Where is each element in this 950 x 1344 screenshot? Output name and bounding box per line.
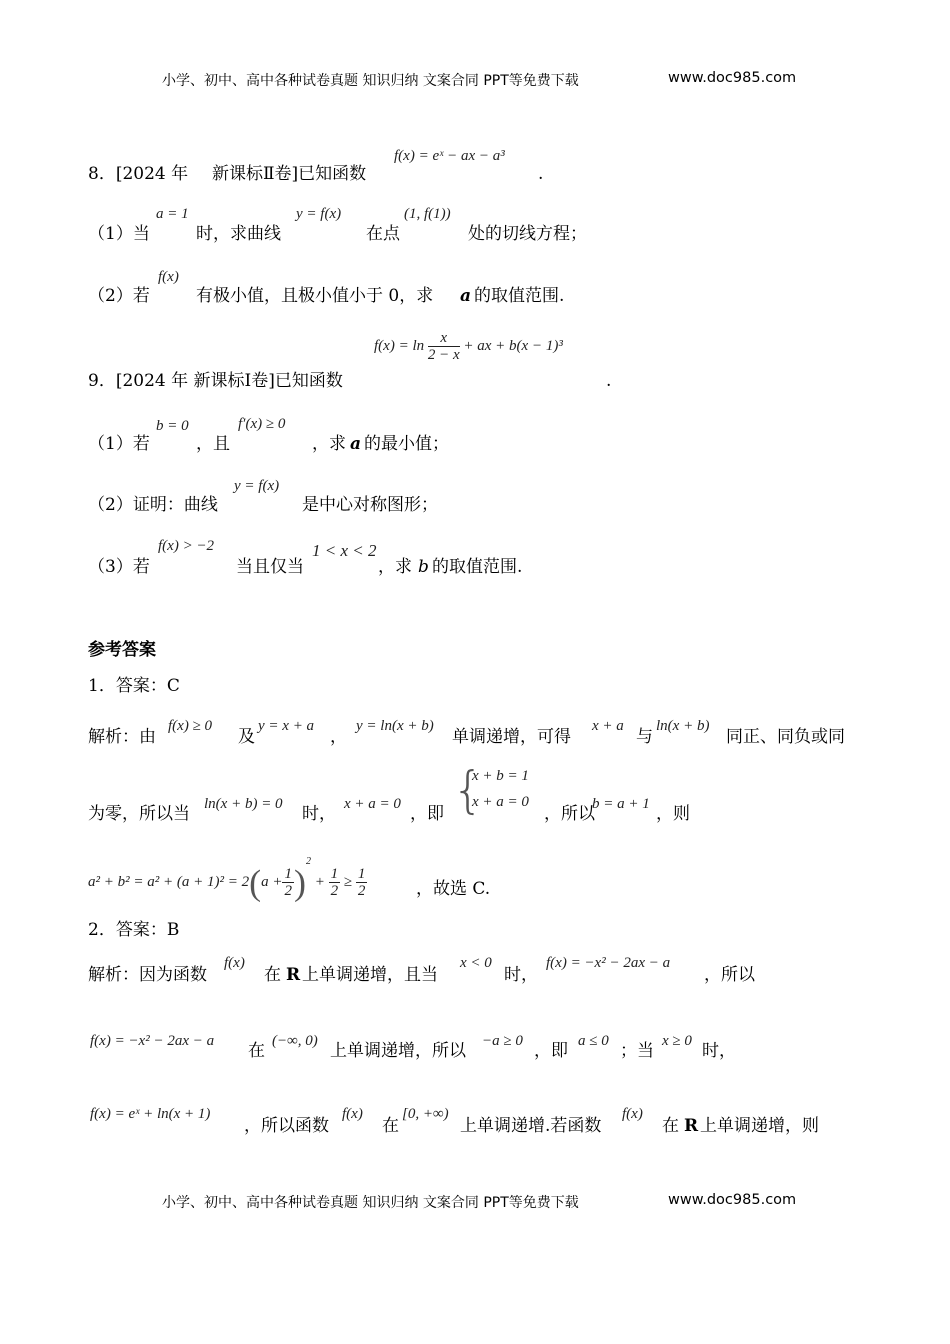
q9-p2-label: （2）证明：曲线 [88,495,218,515]
a2-l3-R: R [684,1116,699,1136]
a2-l3-m2: f(x) [342,1106,363,1122]
a2-l3-c: 上单调递增.若函数 [460,1116,602,1136]
a1-l1-m3: y = ln(x + b) [356,718,434,734]
a1-l3-lhs: a² + b² = a² + (a + 1)² = 2 [88,874,250,890]
q9-p1-math-b: b = 0 [156,418,189,434]
a2-l2-e: 时， [702,1041,736,1061]
a1-l3-end: ，故选 C. [416,879,491,899]
a2-l1-a: 解析：因为函数 [88,965,207,985]
a1-l1-e: 与 [636,727,653,747]
q9-p1-text-c: ，求 [312,434,346,454]
q9-p2-text: 是中心对称图形； [302,495,438,515]
a2-l3-a: ，所以函数 [244,1116,329,1136]
a1-l2-a: 为零，所以当 [88,804,190,824]
a1-l1-m5: ln(x + b) [656,718,710,734]
q8-p1-text-d: 处的切线方程； [468,224,587,244]
a2-l3-m1: f(x) = eˣ + ln(x + 1) [90,1106,211,1122]
q8-p2-label: （2）若 [88,286,150,306]
q9-func-num: x [428,330,460,347]
header-text: 小学、初中、高中各种试卷真题 知识归纳 文案合同 PPT等免费下载 [162,73,579,89]
q9-p3-text-b: 当且仅当 [236,557,304,577]
a1-l2-m1: ln(x + b) = 0 [204,796,283,812]
footer-text: 小学、初中、高中各种试卷真题 知识归纳 文案合同 PPT等免费下载 [162,1195,579,1211]
a2-l1-e: ，所以 [704,965,755,985]
a2-l1-c: 上单调递增，且当 [302,965,438,985]
q9-func-a: f(x) = ln [374,337,425,354]
q9-stem-end: . [606,371,612,391]
q9-stem: 9．[2024 年 新课标Ⅰ卷]已知函数 [88,371,343,391]
q9-p1-text-d: 的最小值； [364,434,449,454]
q8-p2-text-c: 的取值范围. [474,286,565,306]
a2-l3-d: 在 [662,1116,679,1136]
a1-l3-f1-num: 1 [284,866,292,883]
a2-l3-m3: [0, +∞) [402,1106,449,1122]
a2-l1-d: 时， [504,965,538,985]
a1-l3-ge: ≥ [343,874,353,890]
a1-system [452,761,542,820]
a1-l3-frac3 [356,866,368,899]
a2-l1-m1: f(x) [224,955,245,971]
answer-2-head: 2．答案：B [88,920,180,940]
a1-l1-m1: f(x) ≥ 0 [168,718,213,734]
a2-l1-m2: x < 0 [460,955,492,971]
q9-p1-var: a [350,434,362,454]
a2-l2-m3: −a ≥ 0 [482,1033,523,1049]
q8-p2-math: f(x) [158,269,179,285]
q8-p1-math-curve: y = f(x) [296,206,342,222]
a1-l3-square: 2 [305,856,311,867]
q9-p3-math-range: 1 < x < 2 [312,541,377,560]
a1-l3-rparen: ) [293,862,306,903]
a2-l3-e: 上单调递增，则 [700,1116,819,1136]
a1-l3-f2-den: 2 [330,883,339,900]
a1-l2-d: ，所以 [544,804,595,824]
q9-p3-math-ineq: f(x) > −2 [158,538,215,554]
a2-l2-c: ，即 [534,1041,568,1061]
a1-l3-f1-den: 2 [284,883,292,900]
a1-l2-m3: b = a + 1 [592,796,650,812]
a1-l2-b: 时， [302,804,336,824]
a2-l2-b: 上单调递增，所以 [330,1041,466,1061]
a2-l2-m5: x ≥ 0 [662,1033,692,1049]
q8-p1-label: （1）当 [88,224,150,244]
q9-p3-text-c: ，求 [378,557,412,577]
a1-l3-f2-num: 1 [330,866,339,883]
a2-l2-m2: (−∞, 0) [272,1033,318,1049]
q9-func-b: + ax + b(x − 1)³ [463,337,563,354]
q9-func-frac [428,330,460,363]
q9-p3-text-d: 的取值范围. [432,557,523,577]
q9-p1-label: （1）若 [88,434,150,454]
q8-p2-var: a [460,286,472,306]
a1-l3-f3-den: 2 [357,883,366,900]
a2-l1-R: R [286,965,301,985]
a2-l1-b: 在 [264,965,281,985]
a1-l2-m2: x + a = 0 [344,796,401,812]
answer-1-head: 1．答案：C [88,676,180,696]
q8-function: f(x) = eˣ − ax − a³ [394,148,505,164]
a1-l2-e: ，则 [656,804,690,824]
q9-p1-math-deriv: f′(x) ≥ 0 [238,416,286,432]
a1-l1-f: 同正、同负或同 [726,727,845,747]
q8-stem-b: 新课标Ⅱ卷]已知函数 [212,164,367,184]
a1-l1-a: 解析：由 [88,727,156,747]
a1-l3-lparen: ( [249,862,262,903]
header-url[interactable]: www.doc985.com [668,70,797,86]
q9-function [374,330,563,363]
a1-l3-plus: + [314,874,325,890]
q8-p1-text-b: 时，求曲线 [196,224,281,244]
a1-l3-inner: a + [261,874,283,890]
a1-sys-eq2: x + a = 0 [472,794,529,810]
q9-p1-text-b: ，且 [196,434,230,454]
a1-l3-frac2 [329,866,341,899]
a2-l1-m3: f(x) = −x² − 2ax − a [546,955,671,971]
a1-l3-f3-num: 1 [357,866,366,883]
q8-p2-text: 有极小值，且极小值小于 0，求 [196,286,434,306]
a2-l3-b: 在 [382,1116,399,1136]
a1-l1-c: ， [330,727,347,747]
a2-l2-m4: a ≤ 0 [578,1033,609,1049]
q8-stem-a: 8．[2024 年 [88,164,189,184]
q9-p2-math: y = f(x) [234,478,280,494]
a1-system-brace: { [452,761,484,819]
q8-p1-math-point: (1, f(1)) [404,206,451,222]
a2-l3-m4: f(x) [622,1106,643,1122]
a1-sys-eq1: x + b = 1 [472,768,529,784]
footer-url[interactable]: www.doc985.com [668,1192,797,1208]
q9-p3-var: b [418,557,429,577]
a1-l3-frac1 [282,866,294,899]
q8-p1-math-a: a = 1 [156,206,189,222]
q8-p1-text-c: 在点 [366,224,400,244]
a1-l3-math [88,838,367,903]
a1-l1-m2: y = x + a [258,718,315,734]
a2-l2-a: 在 [248,1041,265,1061]
q9-p3-label: （3）若 [88,557,150,577]
answers-title: 参考答案 [88,640,156,660]
a1-l1-b: 及 [238,727,255,747]
a2-l2-d: ；当 [620,1041,654,1061]
a2-l2-m1: f(x) = −x² − 2ax − a [90,1033,215,1049]
q9-func-den: 2 − x [427,347,460,363]
a1-l1-d: 单调递增，可得 [452,727,571,747]
a1-l2-c: ，即 [410,804,444,824]
q8-stem-end: . [538,164,544,184]
a1-l1-m4: x + a [592,718,624,734]
